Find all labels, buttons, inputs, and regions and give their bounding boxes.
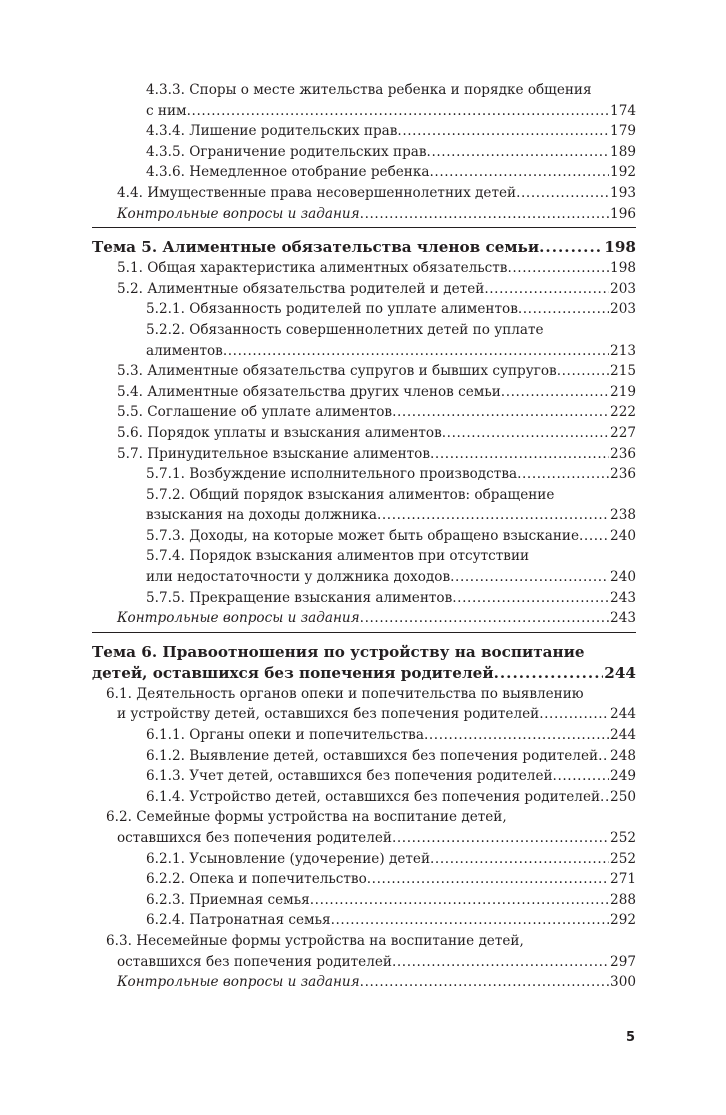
toc-entry-title: 6.3. Несемейные формы устройства на воспитание детей, xyxy=(106,932,524,949)
toc-entry-title: 6.2.2. Опека и попечительство xyxy=(146,871,367,888)
toc-page-number: 244 xyxy=(610,727,636,744)
toc-entry xyxy=(92,361,636,382)
toc-entry xyxy=(92,183,636,204)
toc-entry-title: 5.7.2. Общий порядок взыскания алиментов: обращение xyxy=(146,486,555,503)
toc-entry xyxy=(92,142,636,163)
leader-dots xyxy=(360,972,609,993)
toc-entry xyxy=(92,121,636,142)
leader-dots xyxy=(518,299,609,320)
toc-entry xyxy=(92,382,636,403)
toc-page-number: 213 xyxy=(610,342,636,359)
toc-entry xyxy=(92,766,636,787)
toc-entry-title: Тема 5. Алиментные обязательства членов семьи xyxy=(92,238,540,257)
leader-dots xyxy=(484,279,609,300)
toc-page-number: 238 xyxy=(610,507,636,524)
toc-page-number: 192 xyxy=(610,164,636,181)
toc-chapter xyxy=(92,642,636,684)
leader-dots xyxy=(539,704,609,725)
toc-entry-title: 5.7.1. Возбуждение исполнительного производства xyxy=(146,466,518,483)
leader-dots xyxy=(429,162,609,183)
toc-page-number: 297 xyxy=(610,953,636,970)
toc-entry xyxy=(92,444,636,465)
leader-dots xyxy=(392,952,609,973)
toc-entry-title: Контрольные вопросы и задания xyxy=(117,974,360,991)
toc-entry xyxy=(92,279,636,300)
toc-page-number: 243 xyxy=(610,610,636,627)
table-of-contents xyxy=(92,80,636,993)
leader-dots xyxy=(360,204,609,225)
toc-entry xyxy=(92,526,636,547)
leader-dots xyxy=(427,142,610,163)
toc-chapter xyxy=(92,237,636,258)
toc-page-number: 248 xyxy=(610,747,636,764)
toc-entry xyxy=(92,402,636,423)
toc-page-number: 198 xyxy=(604,238,636,257)
leader-dots xyxy=(392,402,609,423)
toc-entry xyxy=(92,162,636,183)
leader-dots xyxy=(360,608,609,629)
toc-entry-title: 5.7.4. Порядок взыскания алиментов при отсутствии xyxy=(146,548,530,565)
toc-entry xyxy=(92,80,636,121)
toc-entry xyxy=(92,258,636,279)
toc-entry-title: Контрольные вопросы и задания xyxy=(117,205,360,222)
leader-dots xyxy=(598,746,609,767)
toc-entry-title: 6.1. Деятельность органов опеки и попечительства по выявлению xyxy=(106,685,584,702)
toc-page-number: 271 xyxy=(610,871,636,888)
toc-entry xyxy=(92,485,636,526)
toc-entry-title: 6.2.4. Патронатная семья xyxy=(146,912,331,929)
toc-entry-title: 6.1.4. Устройство детей, оставшихся без попечения родителей xyxy=(146,788,601,805)
leader-dots xyxy=(553,766,610,787)
toc-entry xyxy=(92,464,636,485)
toc-entry-title: детей, оставшихся без попечения родителей xyxy=(92,663,494,682)
toc-entry-title: с ним xyxy=(146,102,187,119)
leader-dots xyxy=(223,341,609,362)
toc-entry-title: оставшихся без попечения родителей xyxy=(117,953,392,970)
toc-entry xyxy=(92,299,636,320)
toc-entry-title: Контрольные вопросы и задания xyxy=(117,610,360,627)
toc-entry-title: 5.2. Алиментные обязательства родителей и детей xyxy=(117,280,485,297)
toc-page-number: 193 xyxy=(610,184,636,201)
toc-page-number: 252 xyxy=(610,850,636,867)
toc-page-number: 189 xyxy=(610,143,636,160)
toc-page-number: 215 xyxy=(610,363,636,380)
toc-entry xyxy=(92,746,636,767)
toc-entry-title: 5.7.5. Прекращение взыскания алиментов xyxy=(146,589,453,606)
toc-page-number: 252 xyxy=(610,830,636,846)
leader-dots xyxy=(430,849,609,870)
toc-entry-title: алиментов xyxy=(146,342,223,359)
leader-dots xyxy=(507,258,609,279)
toc-entry-title: 5.2.2. Обязанность совершеннолетних детей по уплате xyxy=(146,321,544,338)
leader-dots xyxy=(452,588,609,609)
leader-dots xyxy=(600,787,609,808)
leader-dots xyxy=(392,828,609,849)
toc-page-number: 244 xyxy=(610,706,636,723)
leader-dots xyxy=(539,237,603,258)
toc-page-number: 196 xyxy=(610,205,636,222)
toc-entry xyxy=(92,849,636,870)
leader-dots xyxy=(501,382,609,403)
toc-page-number: 288 xyxy=(610,891,636,908)
toc-page-number: 236 xyxy=(610,445,636,462)
toc-entry xyxy=(92,608,636,629)
toc-entry-title: 5.5. Соглашение об уплате алиментов xyxy=(117,404,393,421)
toc-page-number: 179 xyxy=(610,123,636,140)
section-divider xyxy=(92,632,636,642)
toc-entry xyxy=(92,320,636,361)
toc-entry xyxy=(92,546,636,587)
leader-dots xyxy=(494,663,604,684)
toc-entry-title: 6.2.1. Усыновление (удочерение) детей xyxy=(146,850,431,867)
leader-dots xyxy=(442,423,609,444)
toc-entry-title: 5.2.1. Обязанность родителей по уплате алиментов xyxy=(146,301,518,318)
toc-page-number: 300 xyxy=(610,974,636,991)
toc-entry-title: или недостаточности у должника доходов xyxy=(146,569,451,586)
toc-entry-title: Тема 6. Правоотношения по устройству на воспитание xyxy=(92,642,585,661)
leader-dots xyxy=(430,444,609,465)
toc-page-number: 203 xyxy=(610,301,636,318)
leader-dots xyxy=(424,725,609,746)
toc-entry-title: 4.3.3. Споры о месте жительства ребенка и порядке общения xyxy=(146,82,592,98)
toc-page-number: 250 xyxy=(610,788,636,805)
toc-entry xyxy=(92,423,636,444)
toc-entry-title: 5.3. Алиментные обязательства супругов и бывших супругов xyxy=(117,363,557,380)
leader-dots xyxy=(516,183,609,204)
toc-entry xyxy=(92,725,636,746)
page-number: 5 xyxy=(626,1030,636,1045)
leader-dots xyxy=(579,526,609,547)
toc-page-number: 292 xyxy=(610,912,636,929)
leader-dots xyxy=(331,910,609,931)
toc-page-number: 219 xyxy=(610,383,636,400)
leader-dots xyxy=(557,361,609,382)
leader-dots xyxy=(310,890,609,911)
toc-entry-title: 6.1.3. Учет детей, оставшихся без попечения родителей xyxy=(146,768,553,785)
toc-entry xyxy=(92,890,636,911)
toc-page-number: 244 xyxy=(604,663,636,682)
toc-entry-title: 5.4. Алиментные обязательства других членов семьи xyxy=(117,383,501,400)
toc-entry-title: 4.4. Имущественные права несовершеннолетних детей xyxy=(117,184,517,201)
toc-entry-title: взыскания на доходы должника xyxy=(146,507,377,524)
toc-entry-title: 4.3.4. Лишение родительских прав xyxy=(146,123,398,140)
toc-entry-title: и устройству детей, оставшихся без попечения родителей xyxy=(117,706,540,723)
toc-entry-title: 4.3.6. Немедленное отобрание ребенка xyxy=(146,164,430,181)
toc-page-number: 222 xyxy=(610,404,636,421)
toc-page-number: 240 xyxy=(610,527,636,544)
toc-entry-title: 5.7. Принудительное взыскание алиментов xyxy=(117,445,431,462)
toc-entry xyxy=(92,931,636,972)
toc-entry-title: 6.2. Семейные формы устройства на воспитание детей, xyxy=(106,809,507,826)
section-divider xyxy=(92,227,636,237)
toc-entry-title: 6.1.2. Выявление детей, оставшихся без попечения родителей xyxy=(146,747,599,764)
toc-entry-title: 5.6. Порядок уплаты и взыскания алиментов xyxy=(117,424,442,441)
toc-entry xyxy=(92,972,636,993)
toc-entry xyxy=(92,684,636,725)
toc-entry xyxy=(92,807,636,848)
toc-page-number: 249 xyxy=(610,768,636,785)
toc-entry-title: 5.1. Общая характеристика алиментных обязательств xyxy=(117,260,508,277)
toc-page-number: 174 xyxy=(610,102,636,119)
toc-entry xyxy=(92,869,636,890)
toc-page-number: 203 xyxy=(610,280,636,297)
toc-page-number: 240 xyxy=(610,569,636,586)
toc-entry xyxy=(92,204,636,225)
toc-entry-title: 4.3.5. Ограничение родительских прав xyxy=(146,143,427,160)
leader-dots xyxy=(450,567,609,588)
toc-page-number: 227 xyxy=(610,424,636,441)
leader-dots xyxy=(367,869,609,890)
toc-entry-title: 6.2.3. Приемная семья xyxy=(146,891,310,908)
leader-dots xyxy=(397,121,609,142)
leader-dots xyxy=(517,464,609,485)
toc-page-number: 243 xyxy=(610,589,636,606)
toc-entry xyxy=(92,787,636,808)
toc-entry xyxy=(92,588,636,609)
leader-dots xyxy=(187,101,609,122)
toc-entry-title: 6.1.1. Органы опеки и попечительства xyxy=(146,727,424,744)
toc-entry-title: оставшихся без попечения родителей xyxy=(117,830,392,846)
leader-dots xyxy=(377,505,609,526)
toc-page-number: 236 xyxy=(610,466,636,483)
toc-entry xyxy=(92,910,636,931)
toc-entry-title: 5.7.3. Доходы, на которые может быть обращено взыскание xyxy=(146,527,579,544)
toc-page-number: 198 xyxy=(610,260,636,277)
